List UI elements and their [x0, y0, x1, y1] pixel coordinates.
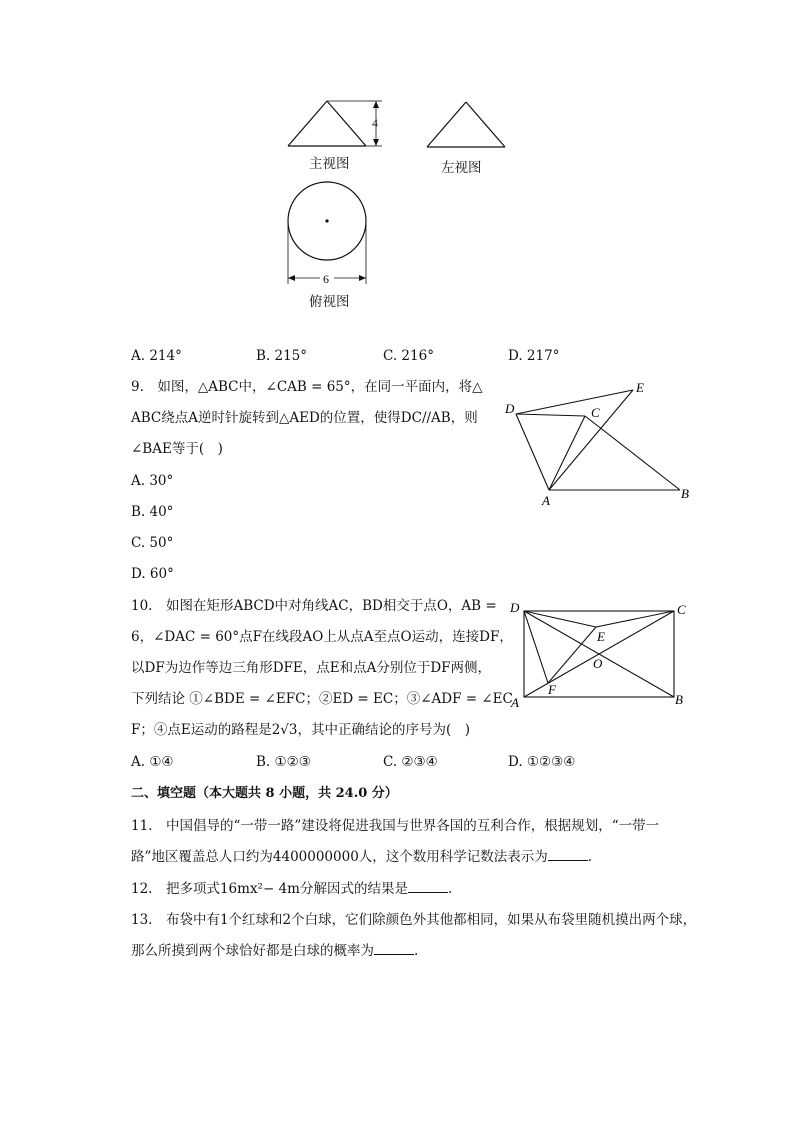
q9-stem-line1: 9. 如图，△ABC中，∠CAB = 65°，在同一平面内，将△	[131, 379, 483, 395]
q11-end: .	[587, 849, 593, 865]
q9-option-d: D. 60°	[131, 566, 174, 582]
q9-label-c: C	[591, 405, 600, 420]
q10-option-d: D. ①②③④	[508, 754, 576, 770]
front-view-label: 主视图	[309, 156, 350, 172]
q10-label-e: E	[597, 629, 605, 644]
q12-end: .	[447, 881, 453, 897]
q10-figure	[505, 595, 700, 710]
three-views-figure	[280, 95, 400, 310]
q8-option-a: A. 214°	[131, 348, 182, 364]
q9-figure	[495, 375, 700, 510]
q13-stem-line1: 13. 布袋中有1个红球和2个白球，它们除颜色外其他都相同，如果从布袋里随机摸出两个球，	[131, 912, 697, 928]
q10-option-b: B. ①②③	[256, 754, 311, 770]
q10-label-b: B	[675, 692, 683, 707]
q13-end: .	[414, 943, 419, 959]
q10-label-o: O	[593, 656, 603, 671]
q11-answer-blank[interactable]	[548, 848, 588, 861]
q9-label-e: E	[636, 380, 644, 395]
q13-stem-line2	[131, 942, 418, 960]
width-dimension-label: 6	[323, 272, 329, 286]
q12-text: 12. 把多项式16mx²− 4m分解因式的结果是	[131, 881, 408, 897]
q10-label-a: A	[511, 695, 519, 710]
q8-option-b: B. 215°	[256, 348, 308, 364]
q12-stem	[131, 880, 452, 898]
q10-stem-line4: 下列结论 ①∠BDE = ∠EFC；②ED = EC；③∠ADF = ∠EC	[131, 691, 513, 707]
q9-label-d: D	[505, 401, 515, 416]
q11-line2-text: 路”地区覆盖总人口约为4400000000人，这个数用科学记数法表示为	[131, 849, 548, 865]
q10-stem-line5: F；④点E运动的路程是2√3，其中正确结论的序号为( )	[131, 722, 471, 738]
left-view	[420, 95, 510, 155]
height-dimension-label: 4	[372, 116, 378, 130]
q10-option-c: C. ②③④	[383, 754, 438, 770]
top-view-label: 俯视图	[309, 294, 350, 310]
q9-option-a: A. 30°	[131, 473, 174, 489]
q9-stem-line3: ∠BAE等于( )	[131, 441, 223, 457]
q10-label-d: D	[510, 600, 520, 615]
q9-label-b: B	[681, 486, 689, 501]
q13-answer-blank[interactable]	[374, 942, 414, 955]
left-view-label: 左视图	[441, 160, 482, 176]
q10-stem-line3: 以DF为边作等边三角形DFE，点E和点A分别位于DF两侧，	[131, 660, 492, 676]
q10-option-a: A. ①④	[131, 754, 174, 770]
q13-line2-text: 那么所摸到两个球恰好都是白球的概率为	[131, 943, 374, 959]
q9-label-a: A	[542, 493, 550, 508]
q11-stem-line1: 11. 中国倡导的“一带一路”建设将促进我国与世界各国的互利合作，根据规划，“一带一	[131, 818, 660, 834]
q8-option-c: C. 216°	[383, 348, 434, 364]
top-view	[288, 182, 366, 284]
section-title: 二、填空题（本大题共 8 小题，共 24.0 分）	[131, 786, 398, 801]
q10-label-f: F	[548, 682, 556, 697]
q12-answer-blank[interactable]	[408, 880, 448, 893]
q9-option-b: B. 40°	[131, 504, 174, 520]
q10-stem-line2: 6，∠DAC = 60°点F在线段AO上从点A至点O运动，连接DF，	[131, 629, 513, 645]
q10-label-c: C	[677, 602, 686, 617]
q9-stem-line2: ABC绕点A逆时针旋转到△AED的位置，使得DC//AB，则	[131, 410, 478, 426]
q8-option-d: D. 217°	[508, 348, 560, 364]
q11-stem-line2	[131, 848, 592, 866]
q10-stem-line1: 10. 如图在矩形ABCD中对角线AC，BD相交于点O，AB =	[131, 598, 497, 614]
q9-option-c: C. 50°	[131, 535, 174, 551]
front-view	[288, 101, 382, 146]
center-dot	[325, 219, 328, 222]
